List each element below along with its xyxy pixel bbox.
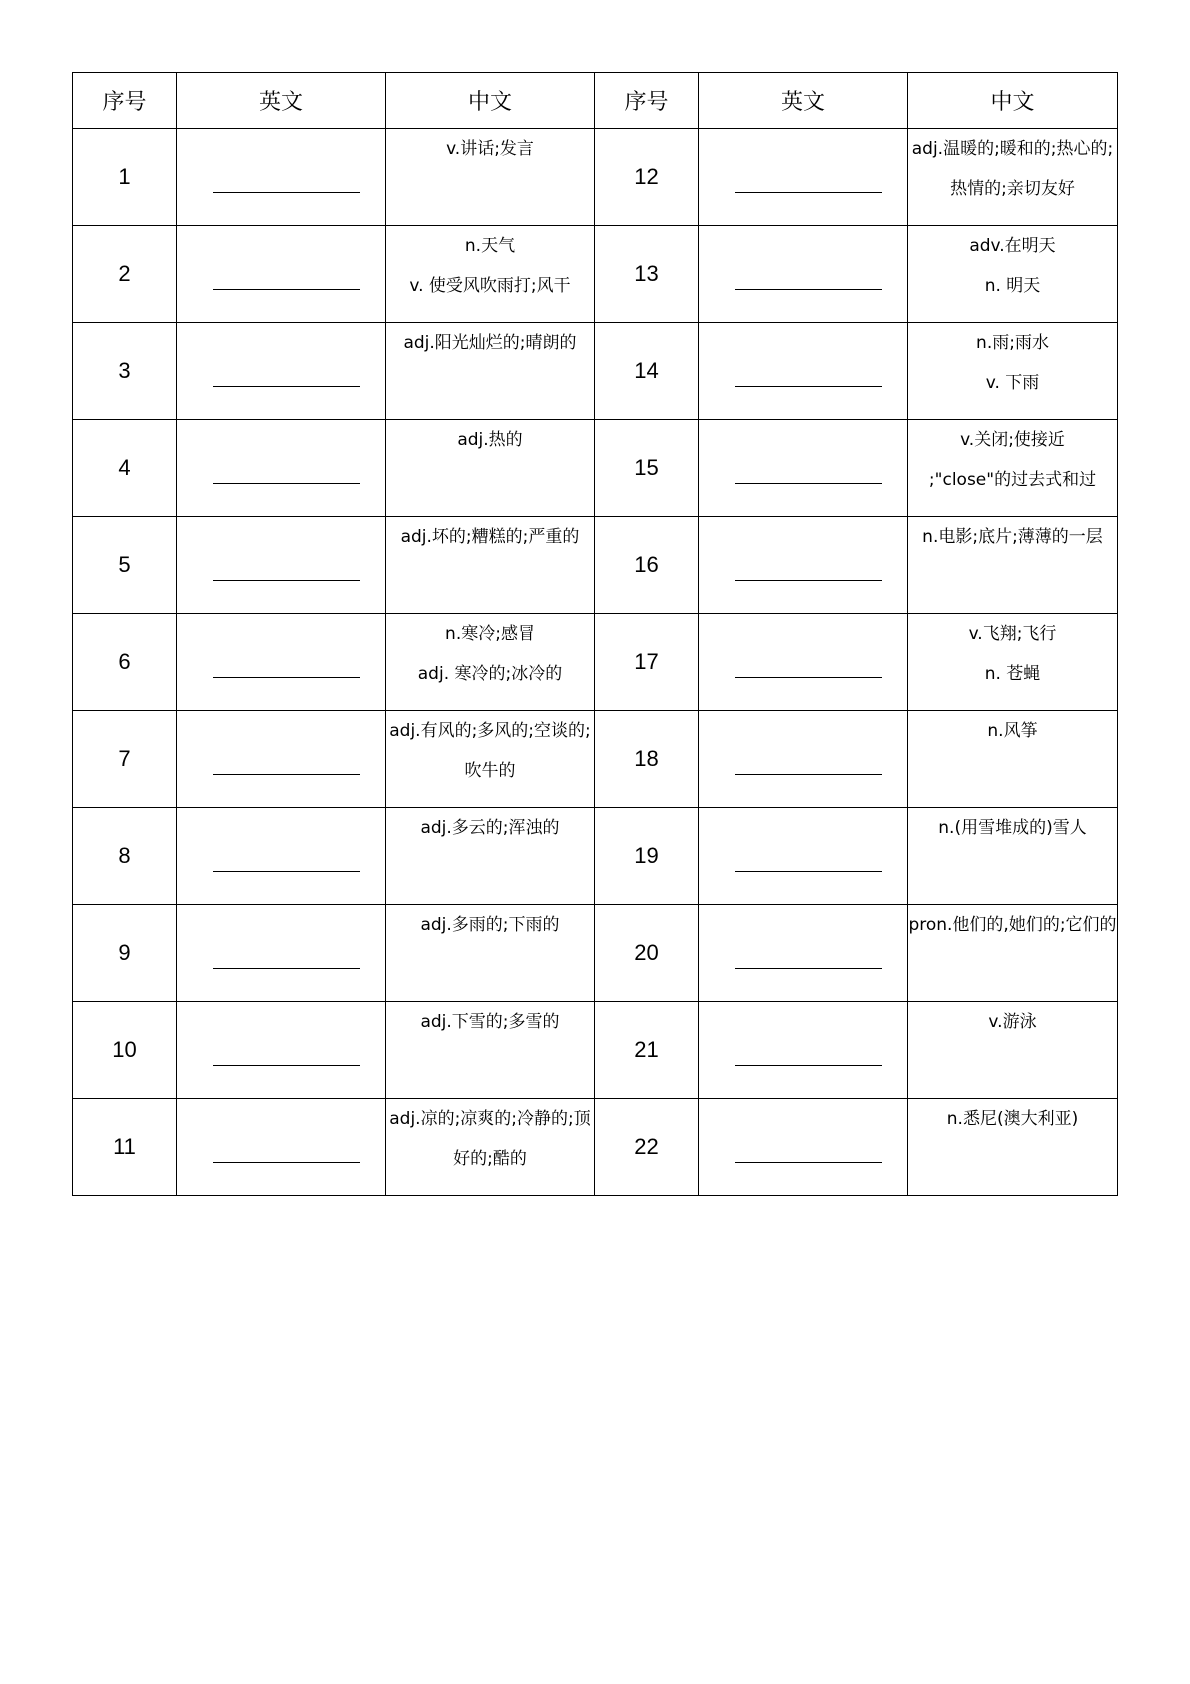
word-number: 16	[595, 517, 699, 614]
answer-blank-line[interactable]	[735, 968, 882, 969]
english-answer-cell[interactable]	[699, 517, 908, 614]
word-number: 15	[595, 420, 699, 517]
word-number: 7	[73, 711, 177, 808]
word-number: 13	[595, 226, 699, 323]
word-number: 17	[595, 614, 699, 711]
english-answer-cell[interactable]	[177, 808, 386, 905]
table-row	[73, 323, 1118, 420]
chinese-meaning: adj.下雪的;多雪的	[420, 1012, 560, 1032]
word-number: 8	[73, 808, 177, 905]
chinese-meaning: adj.多云的;浑浊的	[420, 818, 560, 838]
english-answer-cell[interactable]	[699, 711, 908, 808]
chinese-meaning-cell	[386, 711, 595, 808]
english-answer-cell[interactable]	[699, 1099, 908, 1196]
answer-blank-line[interactable]	[213, 1065, 360, 1066]
answer-blank-line[interactable]	[735, 1065, 882, 1066]
english-answer-cell[interactable]	[699, 420, 908, 517]
chinese-meaning-cell	[908, 711, 1118, 808]
answer-blank-line[interactable]	[213, 1162, 360, 1163]
chinese-meaning: adj.有风的;多风的;空谈的;吹牛的	[389, 721, 591, 781]
table-row	[73, 517, 1118, 614]
word-number: 18	[595, 711, 699, 808]
word-number: 9	[73, 905, 177, 1002]
answer-blank-line[interactable]	[735, 483, 882, 484]
chinese-meaning: n.风筝	[987, 721, 1038, 741]
english-answer-cell[interactable]	[699, 129, 908, 226]
word-number: 3	[73, 323, 177, 420]
english-answer-cell[interactable]	[699, 808, 908, 905]
chinese-meaning-cell	[386, 1099, 595, 1196]
chinese-meaning: v.关闭;使接近 ;"close"的过去式和过	[928, 430, 1097, 490]
chinese-meaning-cell	[908, 808, 1118, 905]
chinese-meaning-cell	[386, 808, 595, 905]
chinese-meaning-cell	[908, 226, 1118, 323]
answer-blank-line[interactable]	[213, 386, 360, 387]
chinese-meaning: n.天气 v. 使受风吹雨打;风干	[409, 236, 571, 296]
english-answer-cell[interactable]	[177, 323, 386, 420]
chinese-meaning: n.雨;雨水 v. 下雨	[976, 333, 1049, 393]
answer-blank-line[interactable]	[735, 677, 882, 678]
header-index: 序号	[73, 73, 177, 129]
answer-blank-line[interactable]	[735, 1162, 882, 1163]
chinese-meaning-cell	[908, 1099, 1118, 1196]
chinese-meaning-cell	[386, 226, 595, 323]
english-answer-cell[interactable]	[177, 711, 386, 808]
answer-blank-line[interactable]	[213, 968, 360, 969]
word-number: 19	[595, 808, 699, 905]
english-answer-cell[interactable]	[699, 614, 908, 711]
table-row	[73, 420, 1118, 517]
chinese-meaning: n.悉尼(澳大利亚)	[946, 1109, 1079, 1129]
chinese-meaning: v.飞翔;飞行 n. 苍蝇	[968, 624, 1057, 684]
word-number: 4	[73, 420, 177, 517]
header-row	[73, 73, 1118, 129]
header-english: 英文	[177, 73, 386, 129]
answer-blank-line[interactable]	[213, 289, 360, 290]
header-chinese: 中文	[386, 73, 595, 129]
table-row	[73, 1099, 1118, 1196]
answer-blank-line[interactable]	[735, 192, 882, 193]
chinese-meaning: adj.多雨的;下雨的	[420, 915, 560, 935]
word-number: 10	[73, 1002, 177, 1099]
answer-blank-line[interactable]	[735, 871, 882, 872]
chinese-meaning: v.游泳	[988, 1012, 1037, 1032]
chinese-meaning-cell	[908, 323, 1118, 420]
chinese-meaning-cell	[908, 420, 1118, 517]
answer-blank-line[interactable]	[213, 580, 360, 581]
word-number: 5	[73, 517, 177, 614]
table-row	[73, 905, 1118, 1002]
chinese-meaning-cell	[908, 614, 1118, 711]
chinese-meaning: pron.他们的,她们的;它们的	[908, 915, 1117, 935]
english-answer-cell[interactable]	[177, 905, 386, 1002]
english-answer-cell[interactable]	[177, 1099, 386, 1196]
chinese-meaning-cell	[386, 614, 595, 711]
word-number: 14	[595, 323, 699, 420]
chinese-meaning: n.(用雪堆成的)雪人	[938, 818, 1087, 838]
word-number: 1	[73, 129, 177, 226]
table-row	[73, 1002, 1118, 1099]
english-answer-cell[interactable]	[699, 226, 908, 323]
answer-blank-line[interactable]	[213, 871, 360, 872]
english-answer-cell[interactable]	[699, 323, 908, 420]
answer-blank-line[interactable]	[735, 386, 882, 387]
chinese-meaning-cell	[386, 517, 595, 614]
chinese-meaning-cell	[386, 129, 595, 226]
answer-blank-line[interactable]	[735, 289, 882, 290]
chinese-meaning: adj.坏的;糟糕的;严重的	[400, 527, 580, 547]
word-number: 11	[73, 1099, 177, 1196]
vocabulary-table	[72, 72, 1118, 1196]
chinese-meaning: adj.温暖的;暖和的;热心的;热情的;亲切友好	[911, 139, 1114, 199]
chinese-meaning: adv.在明天 n. 明天	[969, 236, 1056, 296]
word-number: 20	[595, 905, 699, 1002]
chinese-meaning-cell	[908, 517, 1118, 614]
chinese-meaning-cell	[908, 905, 1118, 1002]
chinese-meaning-cell	[386, 323, 595, 420]
chinese-meaning: adj.阳光灿烂的;晴朗的	[403, 333, 577, 353]
chinese-meaning: n.电影;底片;薄薄的一层	[922, 527, 1103, 547]
table-row	[73, 808, 1118, 905]
table-row	[73, 129, 1118, 226]
english-answer-cell[interactable]	[699, 1002, 908, 1099]
english-answer-cell[interactable]	[177, 1002, 386, 1099]
chinese-meaning-cell	[908, 1002, 1118, 1099]
header-index: 序号	[595, 73, 699, 129]
header-chinese: 中文	[908, 73, 1118, 129]
answer-blank-line[interactable]	[735, 580, 882, 581]
word-number: 12	[595, 129, 699, 226]
answer-blank-line[interactable]	[213, 774, 360, 775]
english-answer-cell[interactable]	[177, 517, 386, 614]
table-row	[73, 614, 1118, 711]
chinese-meaning-cell	[386, 905, 595, 1002]
answer-blank-line[interactable]	[213, 677, 360, 678]
chinese-meaning-cell	[386, 1002, 595, 1099]
chinese-meaning: adj.凉的;凉爽的;冷静的;顶好的;酷的	[389, 1109, 591, 1169]
answer-blank-line[interactable]	[213, 192, 360, 193]
header-english: 英文	[699, 73, 908, 129]
english-answer-cell[interactable]	[177, 420, 386, 517]
word-number: 22	[595, 1099, 699, 1196]
answer-blank-line[interactable]	[213, 483, 360, 484]
word-number: 21	[595, 1002, 699, 1099]
chinese-meaning: n.寒冷;感冒 adj. 寒冷的;冰冷的	[417, 624, 563, 684]
chinese-meaning: adj.热的	[457, 430, 523, 450]
answer-blank-line[interactable]	[735, 774, 882, 775]
english-answer-cell[interactable]	[177, 226, 386, 323]
word-number: 2	[73, 226, 177, 323]
english-answer-cell[interactable]	[177, 614, 386, 711]
chinese-meaning-cell	[908, 129, 1118, 226]
word-number: 6	[73, 614, 177, 711]
english-answer-cell[interactable]	[699, 905, 908, 1002]
english-answer-cell[interactable]	[177, 129, 386, 226]
table-row	[73, 711, 1118, 808]
chinese-meaning-cell	[386, 420, 595, 517]
chinese-meaning: v.讲话;发言	[446, 139, 534, 159]
table-row	[73, 226, 1118, 323]
